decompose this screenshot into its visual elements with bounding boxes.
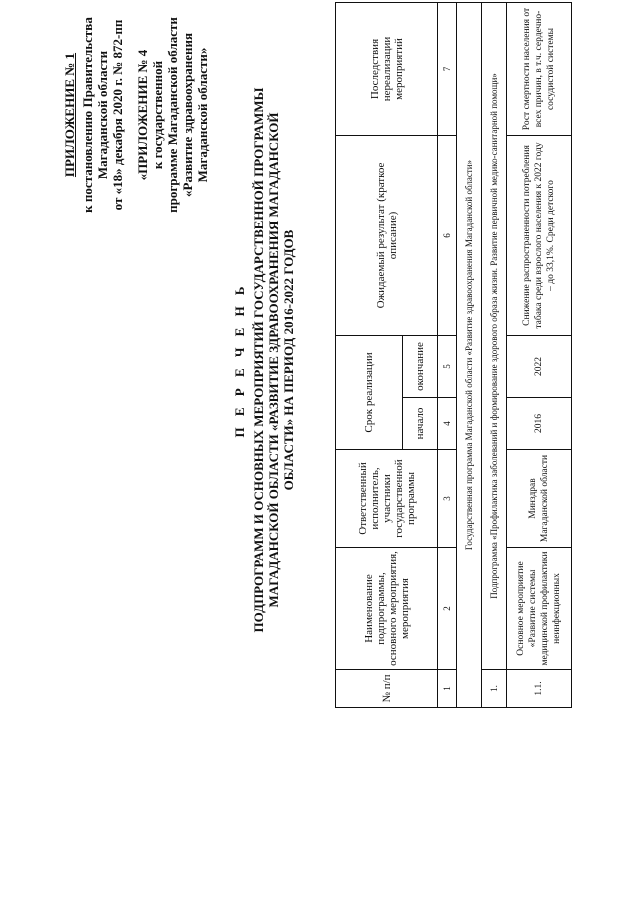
title-line: МАГАДАНСКОЙ ОБЛАСТИ «РАЗВИТИЕ ЗДРАВООХРАНЕНИЯ МАГАДАНСКОЙ — [266, 112, 281, 608]
column-number-row — [438, 2, 457, 707]
measures-table — [335, 2, 572, 708]
appendix-line: к постановлению Правительства — [80, 17, 95, 213]
column-number: 5 — [438, 335, 457, 397]
sub-appendix-line: Магаданской области» — [195, 47, 210, 183]
sub-appendix-line: программе Магаданской области — [165, 17, 180, 213]
title-line: ПОДПРОГРАММ И ОСНОВНЫХ МЕРОПРИЯТИЙ ГОСУДАРСТВЕННОЙ ПРОГРАММЫ — [251, 87, 266, 633]
sub-appendix-title: «ПРИЛОЖЕНИЕ № 4 — [135, 49, 150, 181]
row-result: Снижение распространенности потребления табака среди взрослого населения к 2022 году – до 33,1%. Среди детского — [507, 135, 572, 335]
sub-appendix-line: «Развитие здравоохранения — [180, 33, 195, 197]
row-executor: Минздрав Магаданской области — [507, 450, 572, 548]
column-number: 4 — [438, 398, 457, 450]
header-consequences: Последствия нереализации мероприятий — [336, 2, 438, 135]
document-title — [232, 40, 296, 680]
program-name: Государственная программа Магаданской области «Развитие здравоохранения Магаданской области» — [457, 2, 482, 707]
header-num: № п/п — [336, 670, 438, 708]
program-row — [457, 2, 482, 707]
column-number: 7 — [438, 2, 457, 135]
column-number: 6 — [438, 135, 457, 335]
title-line: ОБЛАСТИ» НА ПЕРИОД 2016-2022 ГОДОВ — [281, 229, 296, 491]
row-num: 1.1. — [507, 670, 572, 708]
header-term: Срок реализации — [336, 335, 403, 449]
header-name: Наименование подпрограммы, основного мероприятия, мероприятия — [336, 548, 438, 670]
appendix-line: от «18» декабря 2020 г. № 872-пп — [110, 19, 125, 211]
row-consequences: Рост смертности населения от всех причин, в т.ч. сердечно-сосудистой системы — [507, 2, 572, 135]
appendix-line: Магаданской области — [95, 50, 110, 180]
sub-appendix-line: к государственной — [150, 60, 165, 170]
subprogram-row — [482, 2, 507, 707]
column-number: 1 — [438, 670, 457, 708]
row-start: 2016 — [507, 398, 572, 450]
row-name: Основное мероприятие «Развитие системы медицинской профилактики неинфекционных — [507, 548, 572, 670]
header-result: Ожидаемый результат (краткое описание) — [336, 135, 438, 335]
subprogram-num: 1. — [482, 670, 507, 708]
appendix-title: ПРИЛОЖЕНИЕ № 1 — [62, 52, 77, 178]
header-term-end: окончание — [403, 335, 438, 397]
subprogram-name: Подпрограмма «Профилактика заболеваний и формирование здорового образа жизни. Развитие первичной медико-санитарной помощи» — [482, 2, 507, 669]
column-number: 3 — [438, 450, 457, 548]
row-end: 2022 — [507, 335, 572, 397]
title-word: П Е Р Е Ч Е Н Ь — [232, 282, 247, 438]
table-row — [507, 2, 572, 707]
header-term-start: начало — [403, 398, 438, 450]
appendix-header — [62, 10, 210, 220]
column-number: 2 — [438, 548, 457, 670]
header-executor: Ответственный исполнитель, участники государственной программы — [336, 450, 438, 548]
